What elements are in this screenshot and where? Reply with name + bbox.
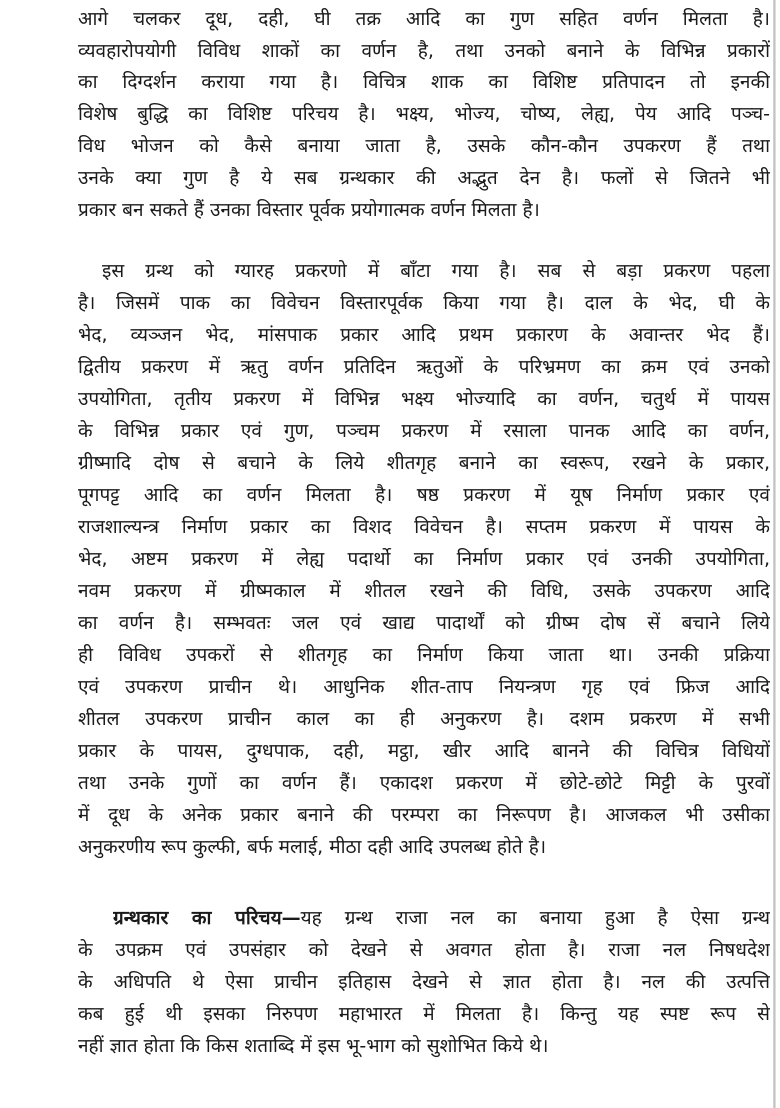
text-line: उनके क्या गुण है ये सब ग्रन्थकार की अद्भुत देन है। फलों से जितने भी [78,167,770,189]
text-line: शीतल उपकरण प्राचीन काल का ही अनुकरण है। दशम प्रकरण में सभी [78,708,770,730]
text-line: में दूध के अनेक प्रकार बनाने की परम्परा का निरूपण है। आजकल भी उसीका [78,804,770,826]
text-line: पूगपट्ट आदि का वर्णन मिलता है। षष्ठ प्रकरण में यूष निर्माण प्रकार एवं [78,484,770,506]
scan-page-edge [773,0,776,1108]
text-line: तथा उनके गुणों का वर्णन हैं। एकादश प्रकरण में छोटे-छोटे मिट्टी के पुरवों [78,772,770,794]
text-line: प्रकार बन सकते हैं उनका विस्तार पूर्वक प्रयोगात्मक वर्णन मिलता है। [78,199,540,221]
text-line: अनुकरणीय रूप कुल्फी, बर्फ मलाई, मीठा दही आदि उपलब्ध होते है। [78,836,547,858]
text-line: प्रकार के पायस, दुग्धपाक, दही, मट्ठा, खीर आदि बानने की विचित्र विधियों [78,740,770,762]
text-line: का दिग्दर्शन कराया गया है। विचित्र शाक का विशिष्ट प्रतिपादन तो इनकी [78,71,770,93]
text-line: के अधिपति थे ऐसा प्राचीन इतिहास देखने से ज्ञात होता है। नल की उत्पत्ति [78,971,770,993]
text-line [113,905,770,931]
text-line: ग्रीष्मादि दोष से बचाने के लिये शीतगृह बनाने का स्वरूप, रखने के प्रकार, [78,452,770,474]
text-line: भेद, व्यञ्जन भेद, मांसपाक प्रकार आदि प्रथम प्रकारण के अवान्तर भेद हैं। [78,324,770,346]
text-line: व्यवहारोपयोगी विविध शाकों का वर्णन है, तथा उनको बनाने के विभिन्न प्रकारों [78,40,770,62]
text-line: एवं उपकरण प्राचीन थे। आधुनिक शीत-ताप नियन्त्रण गृह एवं फ्रिज आदि [78,676,770,698]
text-line: द्वितीय प्रकरण में ऋतु वर्णन प्रतिदिन ऋतुओं के परिभ्रमण का क्रम एवं उनको [78,356,770,378]
text-span: यह ग्रन्थ राजा नल का बनाया हुआ है ऐसा ग्रन्थ [300,907,770,929]
text-line: विध भोजन को कैसे बनाया जाता है, उसके कौन-कौन उपकरण हैं तथा [78,135,770,157]
text-line: भेद, अष्टम प्रकरण में लेह्य पदार्थो का निर्माण प्रकार एवं उनकी उपयोगिता, [78,548,770,570]
text-line: है। जिसमें पाक का विवेचन विस्तारपूर्वक किया गया है। दाल के भेद, घी के [78,292,770,314]
text-line: उपयोगिता, तृतीय प्रकरण में विभिन्न भक्ष्य भोज्यादि का वर्णन, चतुर्थ में पायस [78,388,770,410]
text-line: नहीं ज्ञात होता कि किस शताब्दि में इस भू-भाग को सुशोभित किये थे। [78,1035,549,1057]
text-line: नवम प्रकरण में ग्रीष्मकाल में शीतल रखने की विधि, उसके उपकरण आदि [78,580,770,602]
text-line: कब हुई थी इसका निरुपण महाभारत में मिलता है। किन्तु यह स्पष्ट रूप से [78,1003,770,1025]
text-line: ही विविध उपकरों से शीतगृह का निर्माण किया जाता था। उनकी प्रक्रिया [78,644,770,666]
section-heading: ग्रन्थकार का परिचय— [113,907,301,929]
text-line: आगे चलकर दूध, दही, घी तक्र आदि का गुण सहित वर्णन मिलता है। [78,8,770,30]
text-line: के उपक्रम एवं उपसंहार को देखने से अवगत होता है। राजा नल निषधदेश [78,939,770,961]
text-line: राजशाल्यन्त्र निर्माण प्रकार का विशद विवेचन है। सप्तम प्रकरण में पायस के [78,516,770,538]
text-line: इस ग्रन्थ को ग्यारह प्रकरणो में बाँटा गया है। सब से बड़ा प्रकरण पहला [102,260,770,282]
text-line: विशेष बुद्धि का विशिष्ट परिचय है। भक्ष्य, भोज्य, चोष्य, लेह्य, पेय आदि पञ्च- [78,103,770,125]
text-line: का वर्णन है। सम्भवतः जल एवं खाद्य पादार्थों को ग्रीष्म दोष सें बचाने लिये [78,612,770,634]
text-line: के विभिन्न प्रकार एवं गुण, पञ्चम प्रकरण में रसाला पानक आदि का वर्णन, [78,420,770,442]
